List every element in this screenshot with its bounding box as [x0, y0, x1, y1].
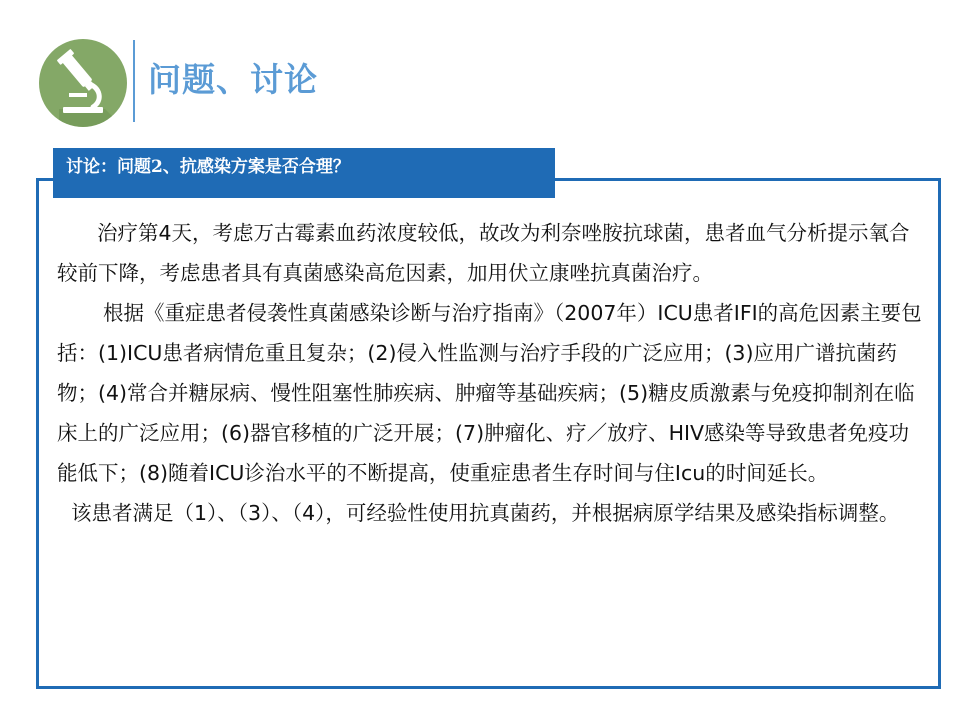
page-title: 问题、讨论: [148, 60, 318, 99]
microscope-icon: [39, 39, 127, 127]
paragraph-risk-factors: 根据《重症患者侵袭性真菌感染诊断与治疗指南》（2007年）ICU患者IFI的高危因素主要包括：(1)ICU患者病情危重且复杂；(2)侵入性监测与治疗手段的广泛应用；(3)应用广谱抗菌药物；(4)常合并糖尿病、慢性阻塞性肺疾病、肿瘤等基础疾病；(5)糖皮质激素与免疫抑制剂在临床上的广泛应用；(6)器官移植的广泛开展；(7)肿瘤化、疗／放疗、HIV感染等导致患者免疫功能低下；(8)随着ICU诊治水平的不断提高，使重症患者生存时间与住Icu的时间延长。: [57, 301, 922, 485]
section-tab-label: 讨论：问题2、抗感染方案是否合理？: [66, 157, 350, 177]
section-tab: [53, 148, 555, 198]
paragraph-treatment: 治疗第4天，考虑万古霉素血药浓度较低，故改为利奈唑胺抗球菌，患者血气分析提示氧合较前下降，考虑患者具有真菌感染高危因素，加用伏立康唑抗真菌治疗。: [57, 221, 910, 285]
paragraph-conclusion: 该患者满足（1）、（3）、（4），可经验性使用抗真菌药，并根据病原学结果及感染指标调整。: [71, 501, 900, 525]
logo: [39, 39, 127, 127]
content-body: [57, 213, 927, 533]
header-divider: [133, 40, 135, 122]
